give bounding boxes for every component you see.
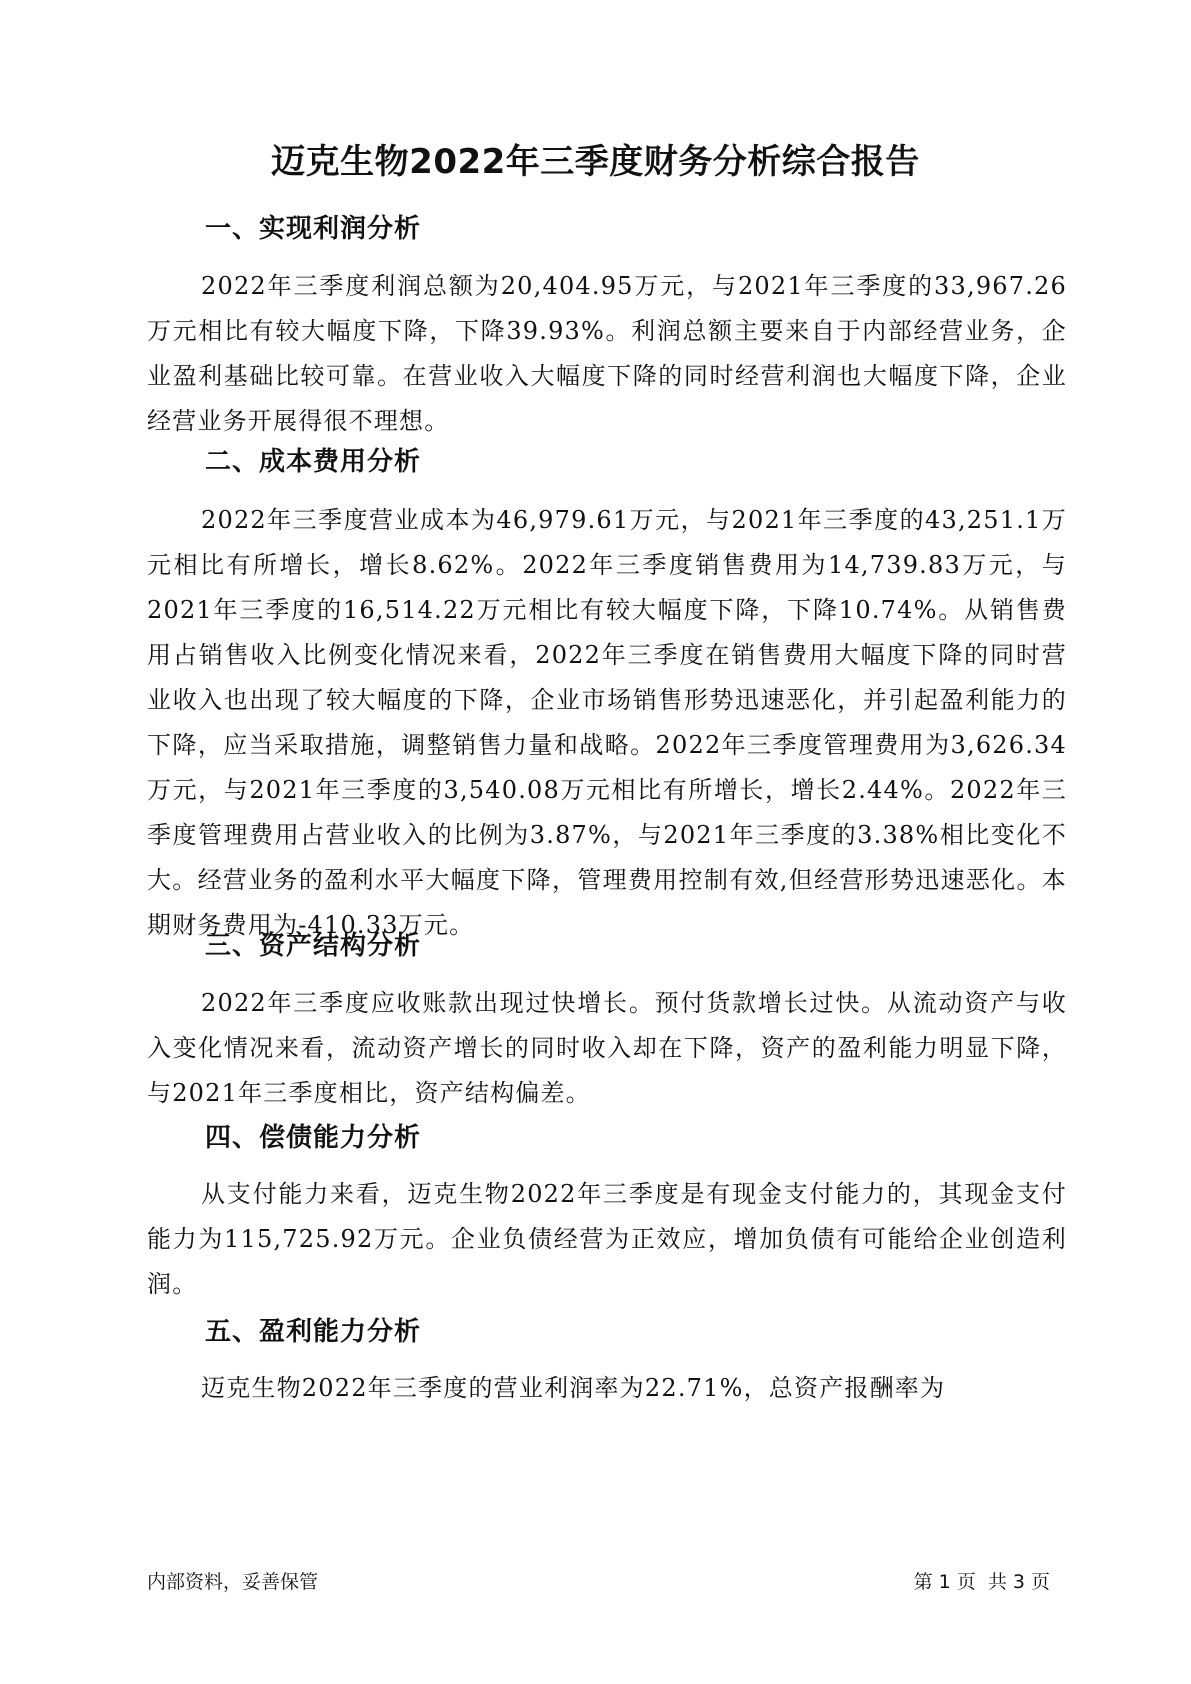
section-body-profitability: 迈克生物2022年三季度的营业利润率为22.71%，总资产报酬率为 <box>201 1374 946 1402</box>
section-body-cost: 2022年三季度营业成本为46,979.61万元，与2021年三季度的43,251.1万元相比有所增长，增长8.62%。2022年三季度销售费用为14,739.83万元，与2021年三季度的16,514.22万元相比有较大幅度下降，下降10.74%。从销售费用占销售收入比例变化情况来看，2022年三季度在销售费用大幅度下降的同时营业收入也出现了较大幅度的下降，企业市场销售形势迅速恶化，并引起盈利能力的下降，应当采取措施，调整销售力量和战略。2022年三季度管理费用为3,626.34万元，与2021年三季度的3,540.08万元相比有所增长，增长2.44%。2022年三季度管理费用占营业收入的比例为3.87%，与2021年三季度的3.38%相比变化不大。经营业务的盈利水平大幅度下降，管理费用控制有效,但经营形势迅速恶化。本期财务费用为-410.33万元。 <box>147 506 1067 939</box>
section-heading-cost: 二、成本费用分析 <box>205 447 422 477</box>
document-title: 迈克生物2022年三季度财务分析综合报告 <box>271 142 920 182</box>
section-heading-profitability: 五、盈利能力分析 <box>205 1317 422 1347</box>
footer-confidential-note: 内部资料，妥善保管 <box>147 1571 319 1593</box>
section-body-assets: 2022年三季度应收账款出现过快增长。预付货款增长过快。从流动资产与收入变化情况来看，流动资产增长的同时收入却在下降，资产的盈利能力明显下降，与2021年三季度相比，资产结构偏差。 <box>147 989 1067 1107</box>
footer-page-number: 第 1 页 共 3 页 <box>913 1571 1050 1593</box>
section-heading-assets: 三、资产结构分析 <box>205 931 422 961</box>
section-heading-profit: 一、实现利润分析 <box>205 214 422 244</box>
section-body-solvency: 从支付能力来看，迈克生物2022年三季度是有现金支付能力的，其现金支付能力为115,725.92万元。企业负债经营为正效应，增加负债有可能给企业创造利润。 <box>147 1180 1067 1298</box>
section-heading-solvency: 四、偿债能力分析 <box>205 1123 422 1153</box>
section-body-profit: 2022年三季度利润总额为20,404.95万元，与2021年三季度的33,967.26万元相比有较大幅度下降，下降39.93%。利润总额主要来自于内部经营业务，企业盈利基础比较可靠。在营业收入大幅度下降的同时经营利润也大幅度下降，企业经营业务开展得很不理想。 <box>147 272 1067 435</box>
